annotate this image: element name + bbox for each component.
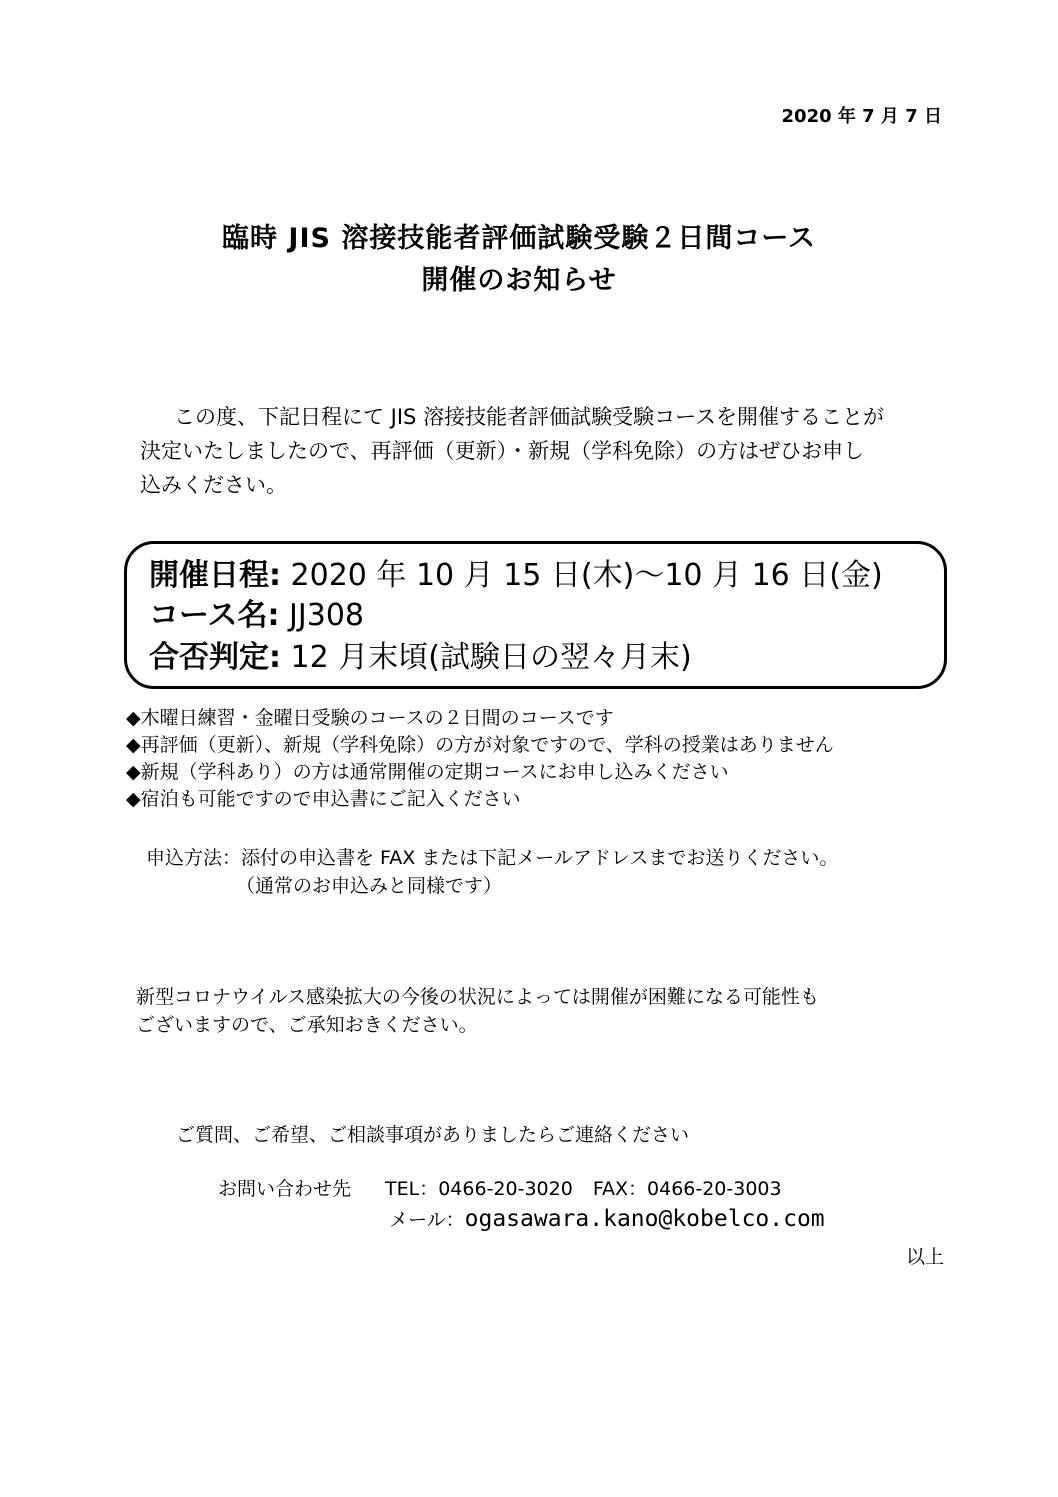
result-row xyxy=(149,638,692,678)
application-line-1: 申込方法：添付の申込書を FAX または下記メールアドレスまでお送りください。 xyxy=(146,847,839,869)
mail-label: メール： xyxy=(389,1209,465,1231)
schedule-value: 2020 年 10 月 15 日(木)～10 月 16 日(金) xyxy=(290,558,883,593)
closing-text: 以上 xyxy=(905,1246,944,1268)
intro-line-1: この度、下記日程にて JIS 溶接技能者評価試験受験コースを開催することが xyxy=(174,405,885,429)
schedule-row xyxy=(149,556,883,596)
inquiry-text: ご質問、ご希望、ご相談事項がありましたらご連絡ください xyxy=(176,1124,690,1146)
list-item: ◆宿泊も可能ですので申込書にご記入ください xyxy=(126,788,521,810)
fax-number: FAX：0466-20-3003 xyxy=(592,1178,782,1200)
mail-line xyxy=(389,1205,825,1232)
tel-number: TEL：0466-20-3020 xyxy=(385,1178,573,1200)
intro-line-3: 込みください。 xyxy=(140,473,287,497)
mail-address: ogasawara.kano@kobelco.com xyxy=(464,1206,825,1232)
schedule-info-box xyxy=(124,541,947,689)
contact-line xyxy=(218,1174,782,1201)
intro-line-2: 決定いたしましたので、再評価（更新）・新規（学科免除）の方はぜひお申し xyxy=(140,439,865,463)
covid-notice xyxy=(136,983,819,1039)
result-value: 12 月末頃(試験日の翌々月末) xyxy=(290,640,692,675)
document-date: 2020 年 7 月 7 日 xyxy=(781,106,942,127)
bullet-list xyxy=(126,705,834,813)
list-item: ◆再評価（更新）、新規（学科免除）の方が対象ですので、学科の授業はありません xyxy=(126,734,834,756)
list-item: ◆新規（学科あり）の方は通常開催の定期コースにお申し込みください xyxy=(126,761,729,783)
contact-label: お問い合わせ先 xyxy=(218,1178,352,1200)
course-value: JJ308 xyxy=(289,598,365,633)
schedule-label: 開催日程: xyxy=(149,558,281,593)
notice-line-2: ございますので、ご承知おきください。 xyxy=(136,1014,478,1036)
document-subtitle: 開催のお知らせ xyxy=(421,265,617,296)
course-row xyxy=(149,596,364,636)
notice-line-1: 新型コロナウイルス感染拡大の今後の状況によっては開催が困難になる可能性も xyxy=(136,986,819,1008)
document-title: 臨時 JIS 溶接技能者評価試験受験２日間コース xyxy=(222,223,816,254)
application-line-2: （通常のお申込みと同様です） xyxy=(236,875,503,897)
course-label: コース名: xyxy=(149,598,280,633)
list-item: ◆木曜日練習・金曜日受験のコースの２日間のコースです xyxy=(126,707,614,729)
result-label: 合否判定: xyxy=(149,640,281,675)
intro-paragraph xyxy=(140,400,960,502)
application-method xyxy=(146,844,838,900)
